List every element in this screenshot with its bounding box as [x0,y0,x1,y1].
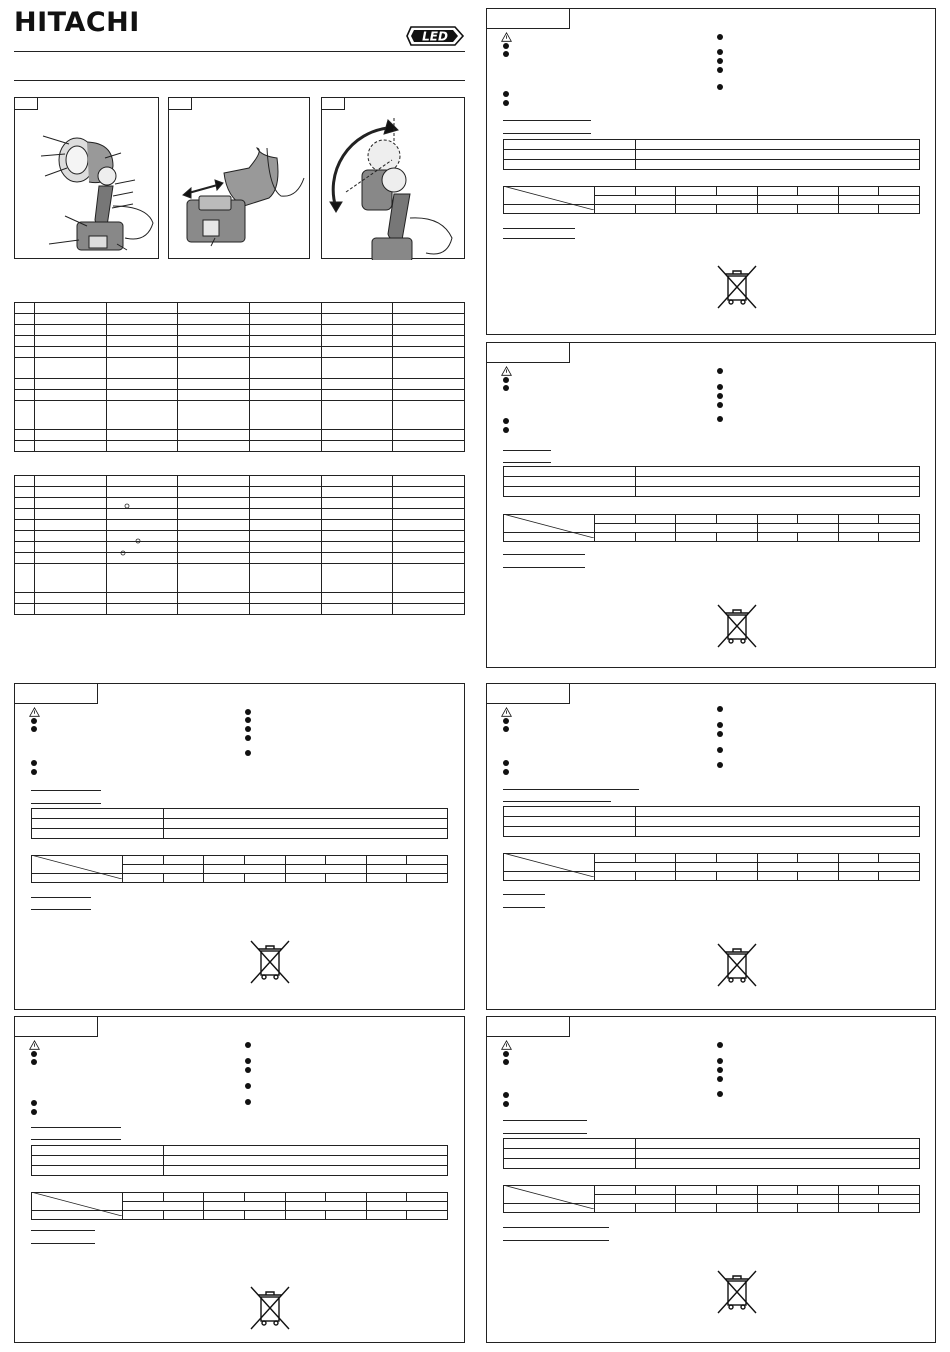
bullet-icon [503,1051,509,1057]
section-heading-underline [503,1120,587,1121]
specs-table [503,1138,920,1169]
degree-mark-icon [120,550,126,556]
bullet-icon [503,51,509,57]
runtime-table [503,186,920,214]
section-heading-underline [503,894,545,895]
bullet-icon [245,1042,251,1048]
warning-icon [501,1040,512,1050]
bullet-icon [717,368,723,374]
bullet-icon [717,706,723,712]
section-heading-underline [31,909,91,910]
bullet-icon [245,1067,251,1073]
bullet-icon [503,726,509,732]
section-heading-underline [503,462,551,463]
bullet-icon [31,726,37,732]
battery-insertion-illustration [169,98,311,260]
language-tab [486,342,570,363]
bullet-icon [245,709,251,715]
weee-bin-icon [247,937,293,985]
weee-bin-icon [714,262,760,310]
specs-table [503,466,920,497]
section-heading-underline [503,801,611,802]
specs-table [503,806,920,837]
language-panel [486,1016,936,1343]
warning-icon [501,32,512,42]
bullet-icon [717,384,723,390]
bullet-icon [717,49,723,55]
bullet-icon [717,67,723,73]
section-heading-underline [503,554,585,555]
section-heading-underline [503,567,585,568]
bullet-icon [31,769,37,775]
figure-1 [14,97,159,259]
bullet-icon [245,1099,251,1105]
header-rule [14,51,465,52]
language-tab [14,1016,98,1037]
bullet-icon [503,1101,509,1107]
bullet-icon [503,760,509,766]
bullet-icon [717,722,723,728]
weee-bin-icon [714,940,760,988]
bullet-icon [503,427,509,433]
bullet-icon [503,91,509,97]
runtime-table [31,855,448,883]
bullet-icon [31,718,37,724]
specs-table [31,808,448,839]
bullet-icon [717,1076,723,1082]
bullet-icon [503,769,509,775]
bullet-icon [503,385,509,391]
bullet-icon [717,58,723,64]
section-heading-underline [31,1230,95,1231]
language-panel [14,683,465,1010]
warning-icon [29,707,40,717]
bullet-icon [717,747,723,753]
section-heading-underline [503,133,591,134]
figure-2 [168,97,310,259]
language-tab [486,8,570,29]
section-heading-underline [503,907,545,908]
weee-bin-icon [247,1283,293,1331]
bullet-icon [717,731,723,737]
led-badge [405,25,465,47]
bullet-icon [245,1083,251,1089]
warning-icon [29,1040,40,1050]
degree-mark-icon [124,503,130,509]
bullet-icon [503,377,509,383]
bullet-icon [245,750,251,756]
led-badge-icon [405,25,465,47]
section-heading-underline [503,228,575,229]
bullet-icon [717,416,723,422]
section-heading-underline [31,1243,95,1244]
language-tab [486,1016,570,1037]
head-rotation-illustration [322,98,466,260]
bullet-icon [245,1058,251,1064]
section-heading-underline [503,450,551,451]
bullet-icon [31,1051,37,1057]
bullet-icon [717,84,723,90]
section-heading-underline [31,1127,121,1128]
brand-logo: HITACHI [14,7,140,38]
flashlight-parts-illustration [15,98,160,260]
bullet-icon [31,1100,37,1106]
bullet-icon [717,1067,723,1073]
section-heading-underline [503,1240,609,1241]
runtime-table [503,853,920,881]
section-heading-underline [503,789,639,790]
header-rule-2 [14,80,465,81]
figure-3 [321,97,465,259]
section-heading-underline [31,1139,121,1140]
bullet-icon [245,735,251,741]
section-heading-underline [503,1133,587,1134]
bullet-icon [503,1059,509,1065]
runtime-table [503,514,920,542]
bullet-icon [245,717,251,723]
bullet-icon [717,1091,723,1097]
bullet-icon [717,1042,723,1048]
weee-bin-icon [714,1267,760,1315]
specs-table [31,1145,448,1176]
section-heading-underline [503,1227,609,1228]
language-panel [486,683,936,1010]
runtime-table [503,1185,920,1213]
bullet-icon [31,760,37,766]
weee-bin-icon [714,601,760,649]
bullet-icon [503,43,509,49]
bullet-icon [31,1059,37,1065]
language-panel [486,342,936,668]
language-panel [486,8,936,335]
warning-icon [501,366,512,376]
runtime-table [31,1192,448,1220]
section-heading-underline [31,803,101,804]
language-panel [14,1016,465,1343]
warning-icon [501,707,512,717]
bullet-icon [717,34,723,40]
specs-table [503,139,920,170]
parts-table [14,475,465,615]
section-heading-underline [503,238,575,239]
specification-table [14,302,465,452]
section-heading-underline [31,790,101,791]
bullet-icon [503,418,509,424]
language-tab [14,683,98,704]
bullet-icon [245,726,251,732]
bullet-icon [503,100,509,106]
bullet-icon [717,393,723,399]
bullet-icon [503,1092,509,1098]
bullet-icon [717,762,723,768]
section-heading-underline [503,120,591,121]
bullet-icon [503,718,509,724]
bullet-icon [717,402,723,408]
degree-mark-icon [135,538,141,544]
language-tab [486,683,570,704]
led-badge-text: LED [422,29,448,44]
bullet-icon [31,1109,37,1115]
section-heading-underline [31,897,91,898]
bullet-icon [717,1058,723,1064]
